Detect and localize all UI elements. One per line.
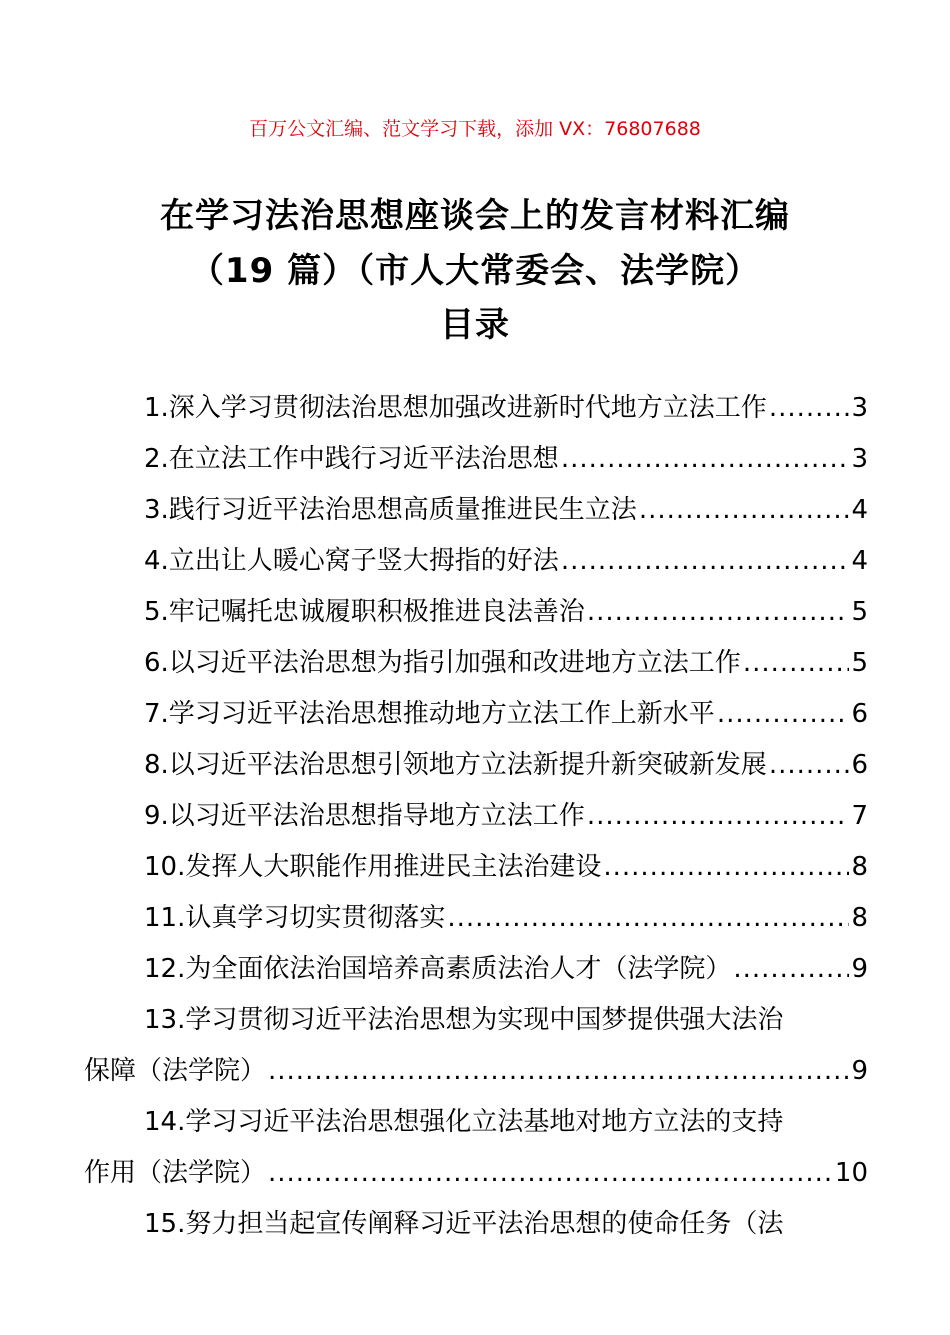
toc-entry-12[interactable] xyxy=(84,953,868,1004)
document-subtitle: （19 篇）（市人大常委会、法学院） xyxy=(189,251,761,291)
toc-entry-11[interactable] xyxy=(84,902,868,953)
toc-entry-label: 作用（法学院） xyxy=(84,1158,267,1188)
toc-page-number: 4 xyxy=(851,546,868,576)
toc-entry-8[interactable] xyxy=(84,749,868,800)
toc-entry-14-continued[interactable] xyxy=(84,1157,868,1208)
toc-entry-13-continued[interactable] xyxy=(84,1055,868,1106)
toc-page-number: 6 xyxy=(851,750,868,780)
toc-entry-1[interactable] xyxy=(84,392,868,443)
leader-dots xyxy=(769,749,850,781)
toc-entry-label: 5.牢记嘱托忠诚履职积极推进良法善治 xyxy=(144,597,585,627)
toc-entry-label: 7.学习习近平法治思想推动地方立法工作上新水平 xyxy=(144,699,715,729)
toc-entry-label: 10.发挥人大职能作用推进民主法治建设 xyxy=(144,852,602,882)
toc-heading: 目录 xyxy=(440,305,510,345)
toc-page-number: 4 xyxy=(851,495,868,525)
watermark-header: 百万公文汇编、范文学习下载，添加 VX：76807688 xyxy=(249,118,701,140)
toc-entry-3[interactable] xyxy=(84,494,868,545)
leader-dots xyxy=(268,1055,849,1087)
toc-entry-label: 8.以习近平法治思想引领地方立法新提升新突破新发展 xyxy=(144,750,767,780)
toc-entry-13[interactable] xyxy=(84,1004,868,1055)
toc-page-number: 8 xyxy=(851,903,868,933)
document-title: 在学习法治思想座谈会上的发言材料汇编 xyxy=(160,196,790,236)
toc-entry-14[interactable] xyxy=(84,1106,868,1157)
toc-entry-label: 14.学习习近平法治思想强化立法基地对地方立法的支持 xyxy=(144,1107,784,1137)
toc-entry-label: 1.深入学习贯彻法治思想加强改进新时代地方立法工作 xyxy=(144,393,767,423)
toc-entry-9[interactable] xyxy=(84,800,868,851)
toc-page-number: 10 xyxy=(834,1158,868,1188)
toc-entry-label: 保障（法学院） xyxy=(84,1056,267,1086)
leader-dots xyxy=(268,1157,833,1189)
toc-entry-label: 13.学习贯彻习近平法治思想为实现中国梦提供强大法治 xyxy=(144,1005,784,1035)
toc-page-number: 3 xyxy=(851,444,868,474)
toc-page-number: 8 xyxy=(851,852,868,882)
toc-entry-label: 4.立出让人暖心窝子竖大拇指的好法 xyxy=(144,546,559,576)
toc-page-number: 7 xyxy=(851,801,868,831)
toc-page-number: 5 xyxy=(851,648,868,678)
toc-entry-10[interactable] xyxy=(84,851,868,902)
leader-dots xyxy=(743,647,850,679)
toc-page-number: 5 xyxy=(851,597,868,627)
leader-dots xyxy=(733,953,849,985)
toc-entry-5[interactable] xyxy=(84,596,868,647)
toc-entry-label: 9.以习近平法治思想指导地方立法工作 xyxy=(144,801,585,831)
leader-dots xyxy=(561,545,850,577)
toc-entry-label: 11.认真学习切实贯彻落实 xyxy=(144,903,446,933)
toc-entry-2[interactable] xyxy=(84,443,868,494)
toc-entry-label: 15.努力担当起宣传阐释习近平法治思想的使命任务（法 xyxy=(144,1209,784,1239)
toc-page-number: 9 xyxy=(851,1056,868,1086)
toc-entry-6[interactable] xyxy=(84,647,868,698)
toc-entry-label: 6.以习近平法治思想为指引加强和改进地方立法工作 xyxy=(144,648,741,678)
toc-entry-7[interactable] xyxy=(84,698,868,749)
toc-entry-label: 3.践行习近平法治思想高质量推进民生立法 xyxy=(144,495,637,525)
leader-dots xyxy=(717,698,850,730)
toc-page-number: 9 xyxy=(851,954,868,984)
toc-entry-15[interactable] xyxy=(84,1208,868,1259)
leader-dots xyxy=(447,902,849,934)
toc-entry-label: 2.在立法工作中践行习近平法治思想 xyxy=(144,444,559,474)
toc-page-number: 6 xyxy=(851,699,868,729)
leader-dots xyxy=(587,596,850,628)
leader-dots xyxy=(561,443,850,475)
leader-dots xyxy=(603,851,849,883)
toc-entry-label: 12.为全面依法治国培养高素质法治人才（法学院） xyxy=(144,954,732,984)
toc-page-number: 3 xyxy=(851,393,868,423)
table-of-contents xyxy=(84,392,868,1259)
leader-dots xyxy=(587,800,850,832)
leader-dots xyxy=(769,392,850,424)
toc-entry-4[interactable] xyxy=(84,545,868,596)
leader-dots xyxy=(639,494,850,526)
